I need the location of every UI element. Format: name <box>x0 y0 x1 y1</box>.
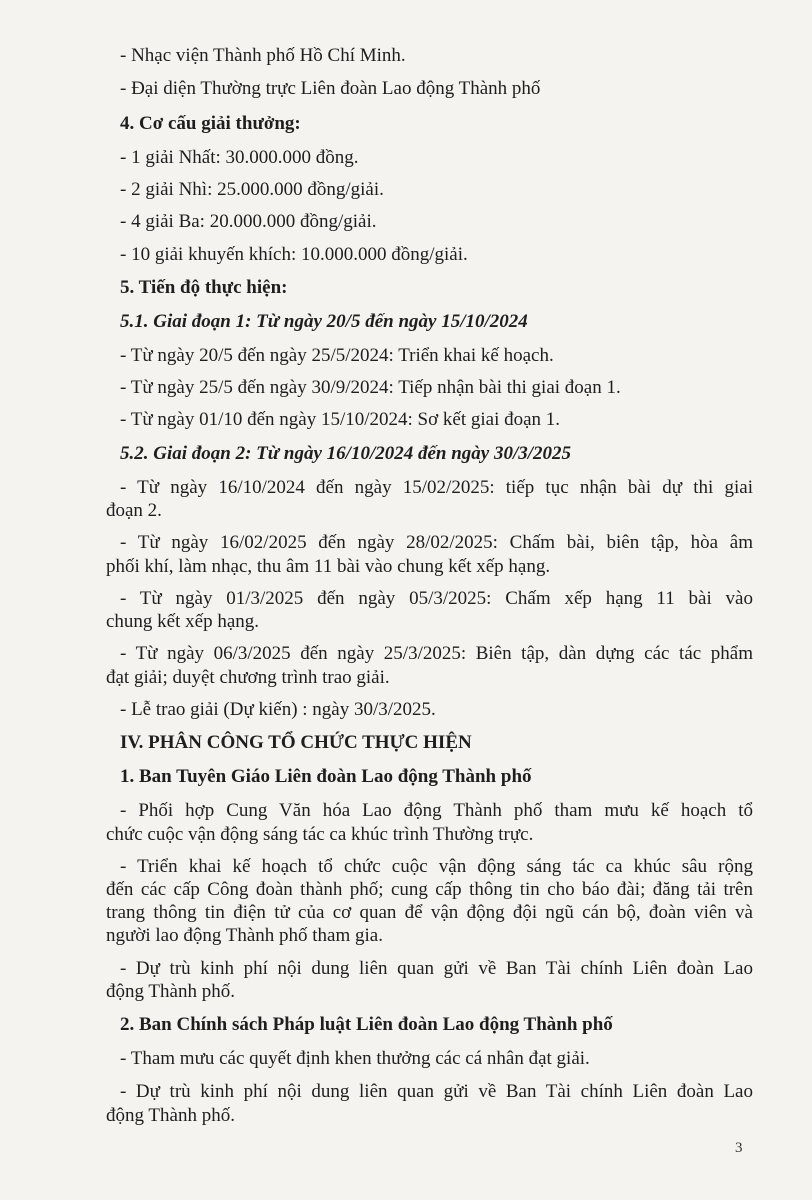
page-number: 3 <box>735 1140 743 1156</box>
text-line: 1. Ban Tuyên Giáo Liên đoàn Lao động Thành phố <box>120 766 532 787</box>
text-line: - Từ ngày 20/5 đến ngày 25/5/2024: Triển khai kế hoạch. <box>120 345 554 366</box>
text-line: - Từ ngày 01/10 đến ngày 15/10/2024: Sơ kết giai đoạn 1. <box>120 409 561 430</box>
text-line: đến các cấp Công đoàn thành phố; cung cấp thông tin cho báo đài; đăng tải trên <box>106 879 753 900</box>
text-line: - Tham mưu các quyết định khen thưởng các cá nhân đạt giải. <box>120 1048 590 1069</box>
text-line: - 4 giải Ba: 20.000.000 đồng/giải. <box>120 211 377 232</box>
text-line: - Từ ngày 25/5 đến ngày 30/9/2024: Tiếp nhận bài thi giai đoạn 1. <box>120 377 621 398</box>
text-line: - Từ ngày 06/3/2025 đến ngày 25/3/2025: Biên tập, dàn dựng các tác phẩm <box>120 643 753 664</box>
text-line: - Dự trù kinh phí nội dung liên quan gửi về Ban Tài chính Liên đoàn Lao <box>120 1081 753 1102</box>
text-line: - Dự trù kinh phí nội dung liên quan gửi về Ban Tài chính Liên đoàn Lao <box>120 958 753 979</box>
text-line: - 1 giải Nhất: 30.000.000 đồng. <box>120 147 359 168</box>
text-line: phối khí, làm nhạc, thu âm 11 bài vào chung kết xếp hạng. <box>106 556 551 577</box>
text-line: - Từ ngày 01/3/2025 đến ngày 05/3/2025: Chấm xếp hạng 11 bài vào <box>120 588 753 609</box>
text-line: - Từ ngày 16/02/2025 đến ngày 28/02/2025: Chấm bài, biên tập, hòa âm <box>120 532 753 553</box>
text-line: 2. Ban Chính sách Pháp luật Liên đoàn Lao động Thành phố <box>120 1014 613 1035</box>
text-line: đạt giải; duyệt chương trình trao giải. <box>106 667 390 688</box>
text-line: - 2 giải Nhì: 25.000.000 đồng/giải. <box>120 179 384 200</box>
text-line: động Thành phố. <box>106 1105 235 1126</box>
text-line: 5. Tiến độ thực hiện: <box>120 277 288 298</box>
text-line: 5.1. Giai đoạn 1: Từ ngày 20/5 đến ngày 15/10/2024 <box>120 311 528 332</box>
text-line: động Thành phố. <box>106 981 235 1002</box>
text-line: đoạn 2. <box>106 500 162 521</box>
text-line: - Triển khai kế hoạch tổ chức cuộc vận động sáng tác ca khúc sâu rộng <box>120 856 753 877</box>
text-line: - Phối hợp Cung Văn hóa Lao động Thành phố tham mưu kế hoạch tổ <box>120 800 753 821</box>
text-line: - 10 giải khuyến khích: 10.000.000 đồng/giải. <box>120 244 468 265</box>
text-line: chức cuộc vận động sáng tác ca khúc trình Thường trực. <box>106 824 534 845</box>
text-line: - Đại diện Thường trực Liên đoàn Lao động Thành phố <box>120 78 541 99</box>
text-line: 4. Cơ cấu giải thưởng: <box>120 113 301 134</box>
text-line: chung kết xếp hạng. <box>106 611 260 632</box>
text-line: - Lễ trao giải (Dự kiến) : ngày 30/3/2025. <box>120 699 436 720</box>
text-line: trang thông tin điện tử của cơ quan để vận động đội ngũ cán bộ, đoàn viên và <box>106 902 753 923</box>
text-line: IV. PHÂN CÔNG TỔ CHỨC THỰC HIỆN <box>120 732 472 753</box>
text-line: người lao động Thành phố tham gia. <box>106 925 383 946</box>
text-line: - Nhạc viện Thành phố Hồ Chí Minh. <box>120 45 406 66</box>
text-line: - Từ ngày 16/10/2024 đến ngày 15/02/2025: tiếp tục nhận bài dự thi giai <box>120 477 753 498</box>
text-line: 5.2. Giai đoạn 2: Từ ngày 16/10/2024 đến ngày 30/3/2025 <box>120 443 572 464</box>
